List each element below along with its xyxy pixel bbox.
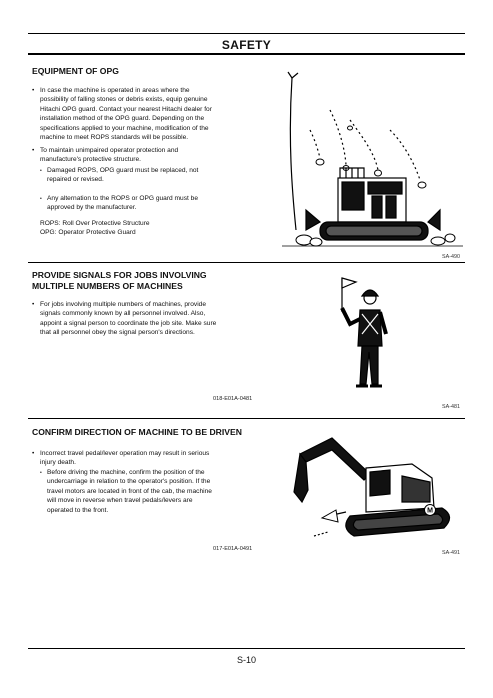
- note-rops: ROPS: Roll Over Protective Structure: [40, 220, 150, 227]
- section-1-sub-bullet-2: [47, 194, 198, 213]
- text-line: To maintain unimpaired operator protection and: [40, 147, 179, 154]
- section-3-sub-bullet-1: [47, 468, 212, 515]
- motor-mark-label: M: [427, 507, 433, 515]
- figure-code-sa-491: SA-491: [442, 550, 460, 556]
- text-line: will move in reverse when travel pedals/levers are: [47, 497, 193, 505]
- text-line: Hitachi OPG guard. Contact your nearest Hitachi dealer for: [40, 105, 212, 113]
- falling-stones-excavator-illustration: [280, 70, 465, 252]
- text-line: signals commonly known by all personnel involved. Also,: [40, 310, 206, 318]
- text-line: specifications applied to your machine, modification of the: [40, 124, 209, 132]
- section-2-title-line: MULTIPLE NUMBERS OF MACHINES: [32, 280, 183, 291]
- text-line: appoint a signal person to coordinate the job site. Make sure: [40, 319, 217, 327]
- section-1-bullet-2: [40, 146, 178, 165]
- excavator-travel-direction-illustration: [292, 432, 462, 550]
- doc-code: 018-E01A-0481: [213, 396, 253, 402]
- text-line: travel motors are located in front of the cab, the machine: [47, 487, 212, 495]
- text-line: undercarriage in relation to the operator's position. If the: [47, 478, 211, 486]
- footer-rule: [28, 648, 465, 649]
- text-line: machine to meet ROPS standards will be possible.: [40, 134, 189, 142]
- text-line: Before driving the machine, confirm the position of the: [47, 469, 205, 476]
- text-line: In case the machine is operated in areas where the: [40, 87, 190, 94]
- text-line: approved by the manufacturer.: [47, 204, 137, 212]
- section-2-title-line: PROVIDE SIGNALS FOR JOBS INVOLVING: [32, 270, 207, 280]
- text-line: Any alternation to the ROPS or OPG guard must be: [47, 195, 198, 202]
- bullet-marker: •: [32, 87, 35, 94]
- section-1-title-line: EQUIPMENT OF OPG: [32, 66, 119, 76]
- text-line: Incorrect travel pedal/lever operation may result in serious: [40, 450, 210, 457]
- header-top-rule: [28, 33, 465, 34]
- page-number: S-10: [236, 655, 256, 665]
- figure-code-sa-481: SA-481: [442, 404, 460, 410]
- section-1-bullet-1: [40, 86, 212, 142]
- text-line: injury death.: [40, 459, 76, 467]
- bullet-marker: •: [32, 301, 35, 308]
- section-2-title: [32, 270, 207, 291]
- bullet-marker: •: [32, 147, 35, 154]
- section-3-title: [32, 427, 242, 438]
- signal-person-illustration: [328, 272, 408, 396]
- sub-bullet-marker: •: [40, 470, 42, 476]
- section-3-title-line: CONFIRM DIRECTION OF MACHINE TO BE DRIVEN: [32, 427, 242, 437]
- page-header-title: SAFETY: [221, 38, 272, 52]
- section-1-sub-bullet-1: [47, 166, 198, 185]
- text-line: For jobs involving multiple numbers of machines, provide: [40, 301, 207, 308]
- text-line: manufacture's protective structure.: [40, 156, 141, 164]
- figure-code-sa-490: SA-490: [442, 254, 460, 260]
- section-1-title: [32, 66, 119, 77]
- text-line: operated to the front.: [47, 506, 109, 514]
- text-line: repaired or revised.: [47, 176, 104, 184]
- section-1-notes: [40, 219, 150, 238]
- note-opg: OPG: Operator Protective Guard: [40, 229, 136, 237]
- section-divider: [28, 418, 465, 419]
- sub-bullet-marker: •: [40, 196, 42, 202]
- text-line: installation method of the OPG guard. Depending on the: [40, 115, 205, 123]
- text-line: that all personnel obey the signal person's directions.: [40, 329, 195, 337]
- doc-code: 017-E01A-0491: [213, 546, 253, 552]
- bullet-marker: •: [32, 450, 35, 457]
- text-line: Damaged ROPS, OPG guard must be replaced, not: [47, 167, 199, 174]
- section-divider: [28, 262, 465, 263]
- sub-bullet-marker: •: [40, 168, 42, 174]
- section-2-bullet-1: [40, 300, 216, 338]
- section-3-bullet-1: [40, 449, 209, 468]
- header-bottom-rule: [28, 53, 465, 55]
- text-line: possibility of falling stones or debris exists, equip genuine: [40, 96, 208, 104]
